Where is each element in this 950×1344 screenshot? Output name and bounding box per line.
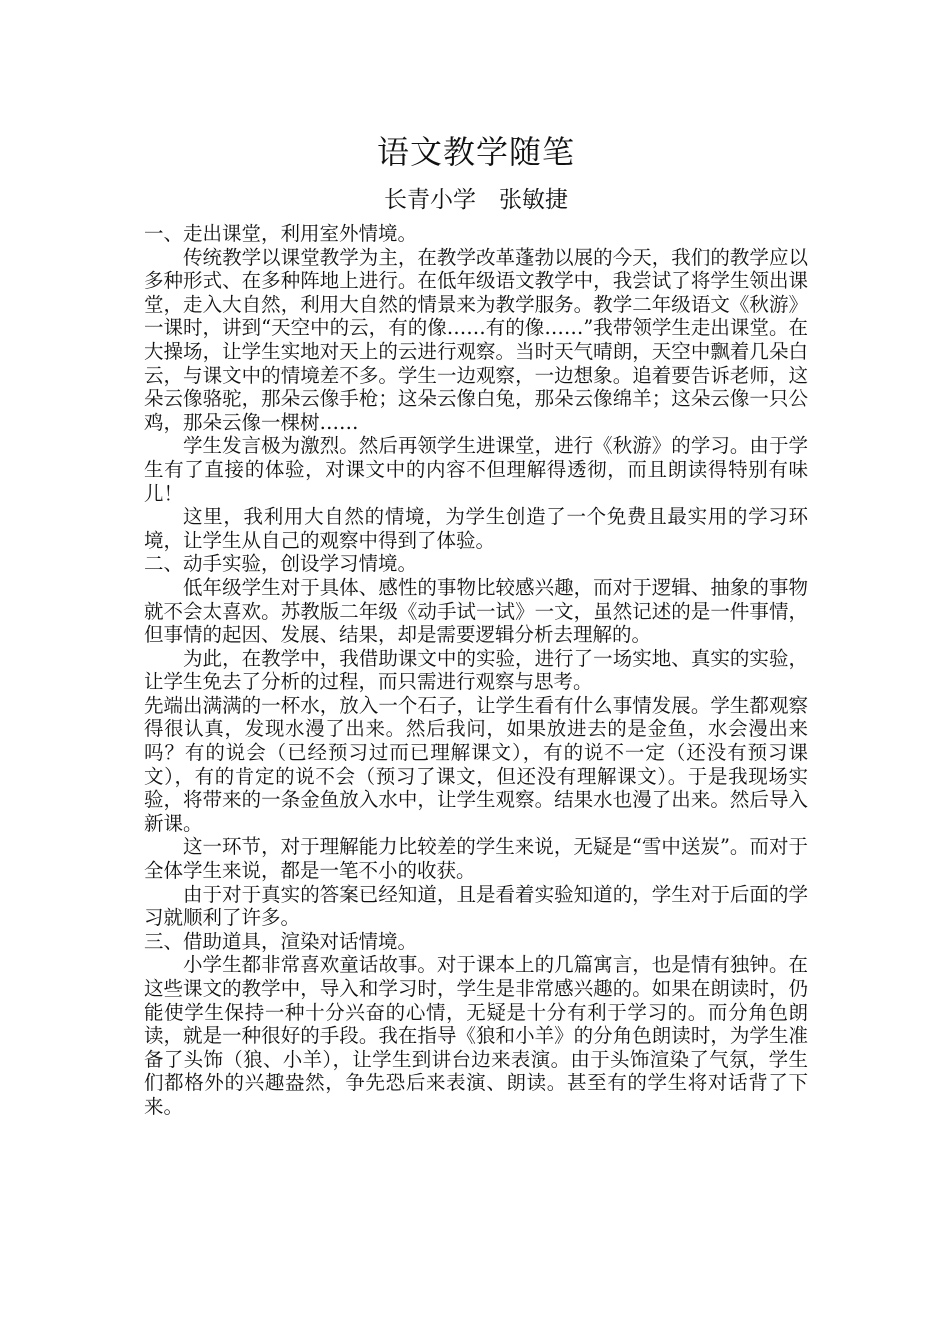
body-paragraph: 低年级学生对于具体、感性的事物比较感兴趣，而对于逻辑、抽象的事物就不会太喜欢。苏教版二年级《动手试一试》一文，虽然记述的是一件事情，但事情的起因、发展、结果，却是需要逻辑分析去理解的。 (144, 575, 808, 647)
section-heading-or-paragraph: 先端出满满的一杯水，放入一个石子，让学生看有什么事情发展。学生都观察得很认真，发现水漫了出来。然后我问，如果放进去的是金鱼，水会漫出来吗？有的说会（已经预习过而已理解课文），有的说不一定（还没有预习课文），有的肯定的说不会（预习了课文，但还没有理解课文）。于是我现场实验，将带来的一条金鱼放入水中，让学生观察。结果水也漫了出来。然后导入新课。 (144, 693, 808, 835)
document-page (144, 128, 808, 1119)
body-paragraph: 传统教学以课堂教学为主，在教学改革蓬勃以展的今天，我们的教学应以多种形式、在多种阵地上进行。在低年级语文教学中，我尝试了将学生领出课堂，走入大自然，利用大自然的情景来为教学服务。教学二年级语文《秋游》一课时，讲到“天空中的云，有的像……有的像……”我带领学生走出课堂。在大操场，让学生实地对天上的云进行观察。当时天气晴朗，天空中飘着几朵白云，与课文中的情境差不多。学生一边观察，一边想象。追着要告诉老师，这朵云像骆驼，那朵云像手枪；这朵云像白兔，那朵云像绵羊；这朵云像一只公鸡，那朵云像一棵树…… (144, 245, 808, 434)
section-heading-or-paragraph: 三、借助道具，渲染对话情境。 (144, 929, 418, 953)
body-paragraph: 小学生都非常喜欢童话故事。对于课本上的几篇寓言，也是情有独钟。在这些课文的教学中，导入和学习时，学生是非常感兴趣的。如果在朗读时，仍能使学生保持一种十分兴奋的心情，无疑是十分有利于学习的。而分角色朗读，就是一种很好的手段。我在指导《狼和小羊》的分角色朗读时，为学生准备了头饰（狼、小羊），让学生到讲台边来表演。由于头饰渲染了气氛，学生们都格外的兴趣盎然，争先恐后来表演、朗读。甚至有的学生将对话背了下来。 (144, 953, 808, 1118)
document-body (144, 222, 808, 1119)
body-paragraph: 这一环节，对于理解能力比较差的学生来说，无疑是“雪中送炭”。而对于全体学生来说，都是一笔不小的收获。 (144, 835, 808, 883)
body-paragraph: 为此，在教学中，我借助课文中的实验，进行了一场实地、真实的实验，让学生免去了分析的过程，而只需进行观察与思考。 (144, 646, 808, 694)
document-title: 语文教学随笔 (376, 133, 575, 171)
body-paragraph: 由于对于真实的答案已经知道，且是看着实验知道的，学生对于后面的学习就顺利了许多。 (144, 882, 808, 930)
section-heading-or-paragraph: 一、走出课堂，利用室外情境。 (144, 222, 418, 245)
document-author: 长青小学 张敏捷 (384, 187, 568, 213)
body-paragraph: 学生发言极为激烈。然后再领学生进课堂，进行《秋游》的学习。由于学生有了直接的体验，对课文中的内容不但理解得透彻，而且朗读得特别有味儿！ (144, 434, 808, 505)
section-heading-or-paragraph: 二、动手实验，创设学习情境。 (144, 552, 418, 576)
body-paragraph: 这里，我利用大自然的情境，为学生创造了一个免费且最实用的学习环境，让学生从自己的观察中得到了体验。 (144, 505, 808, 552)
